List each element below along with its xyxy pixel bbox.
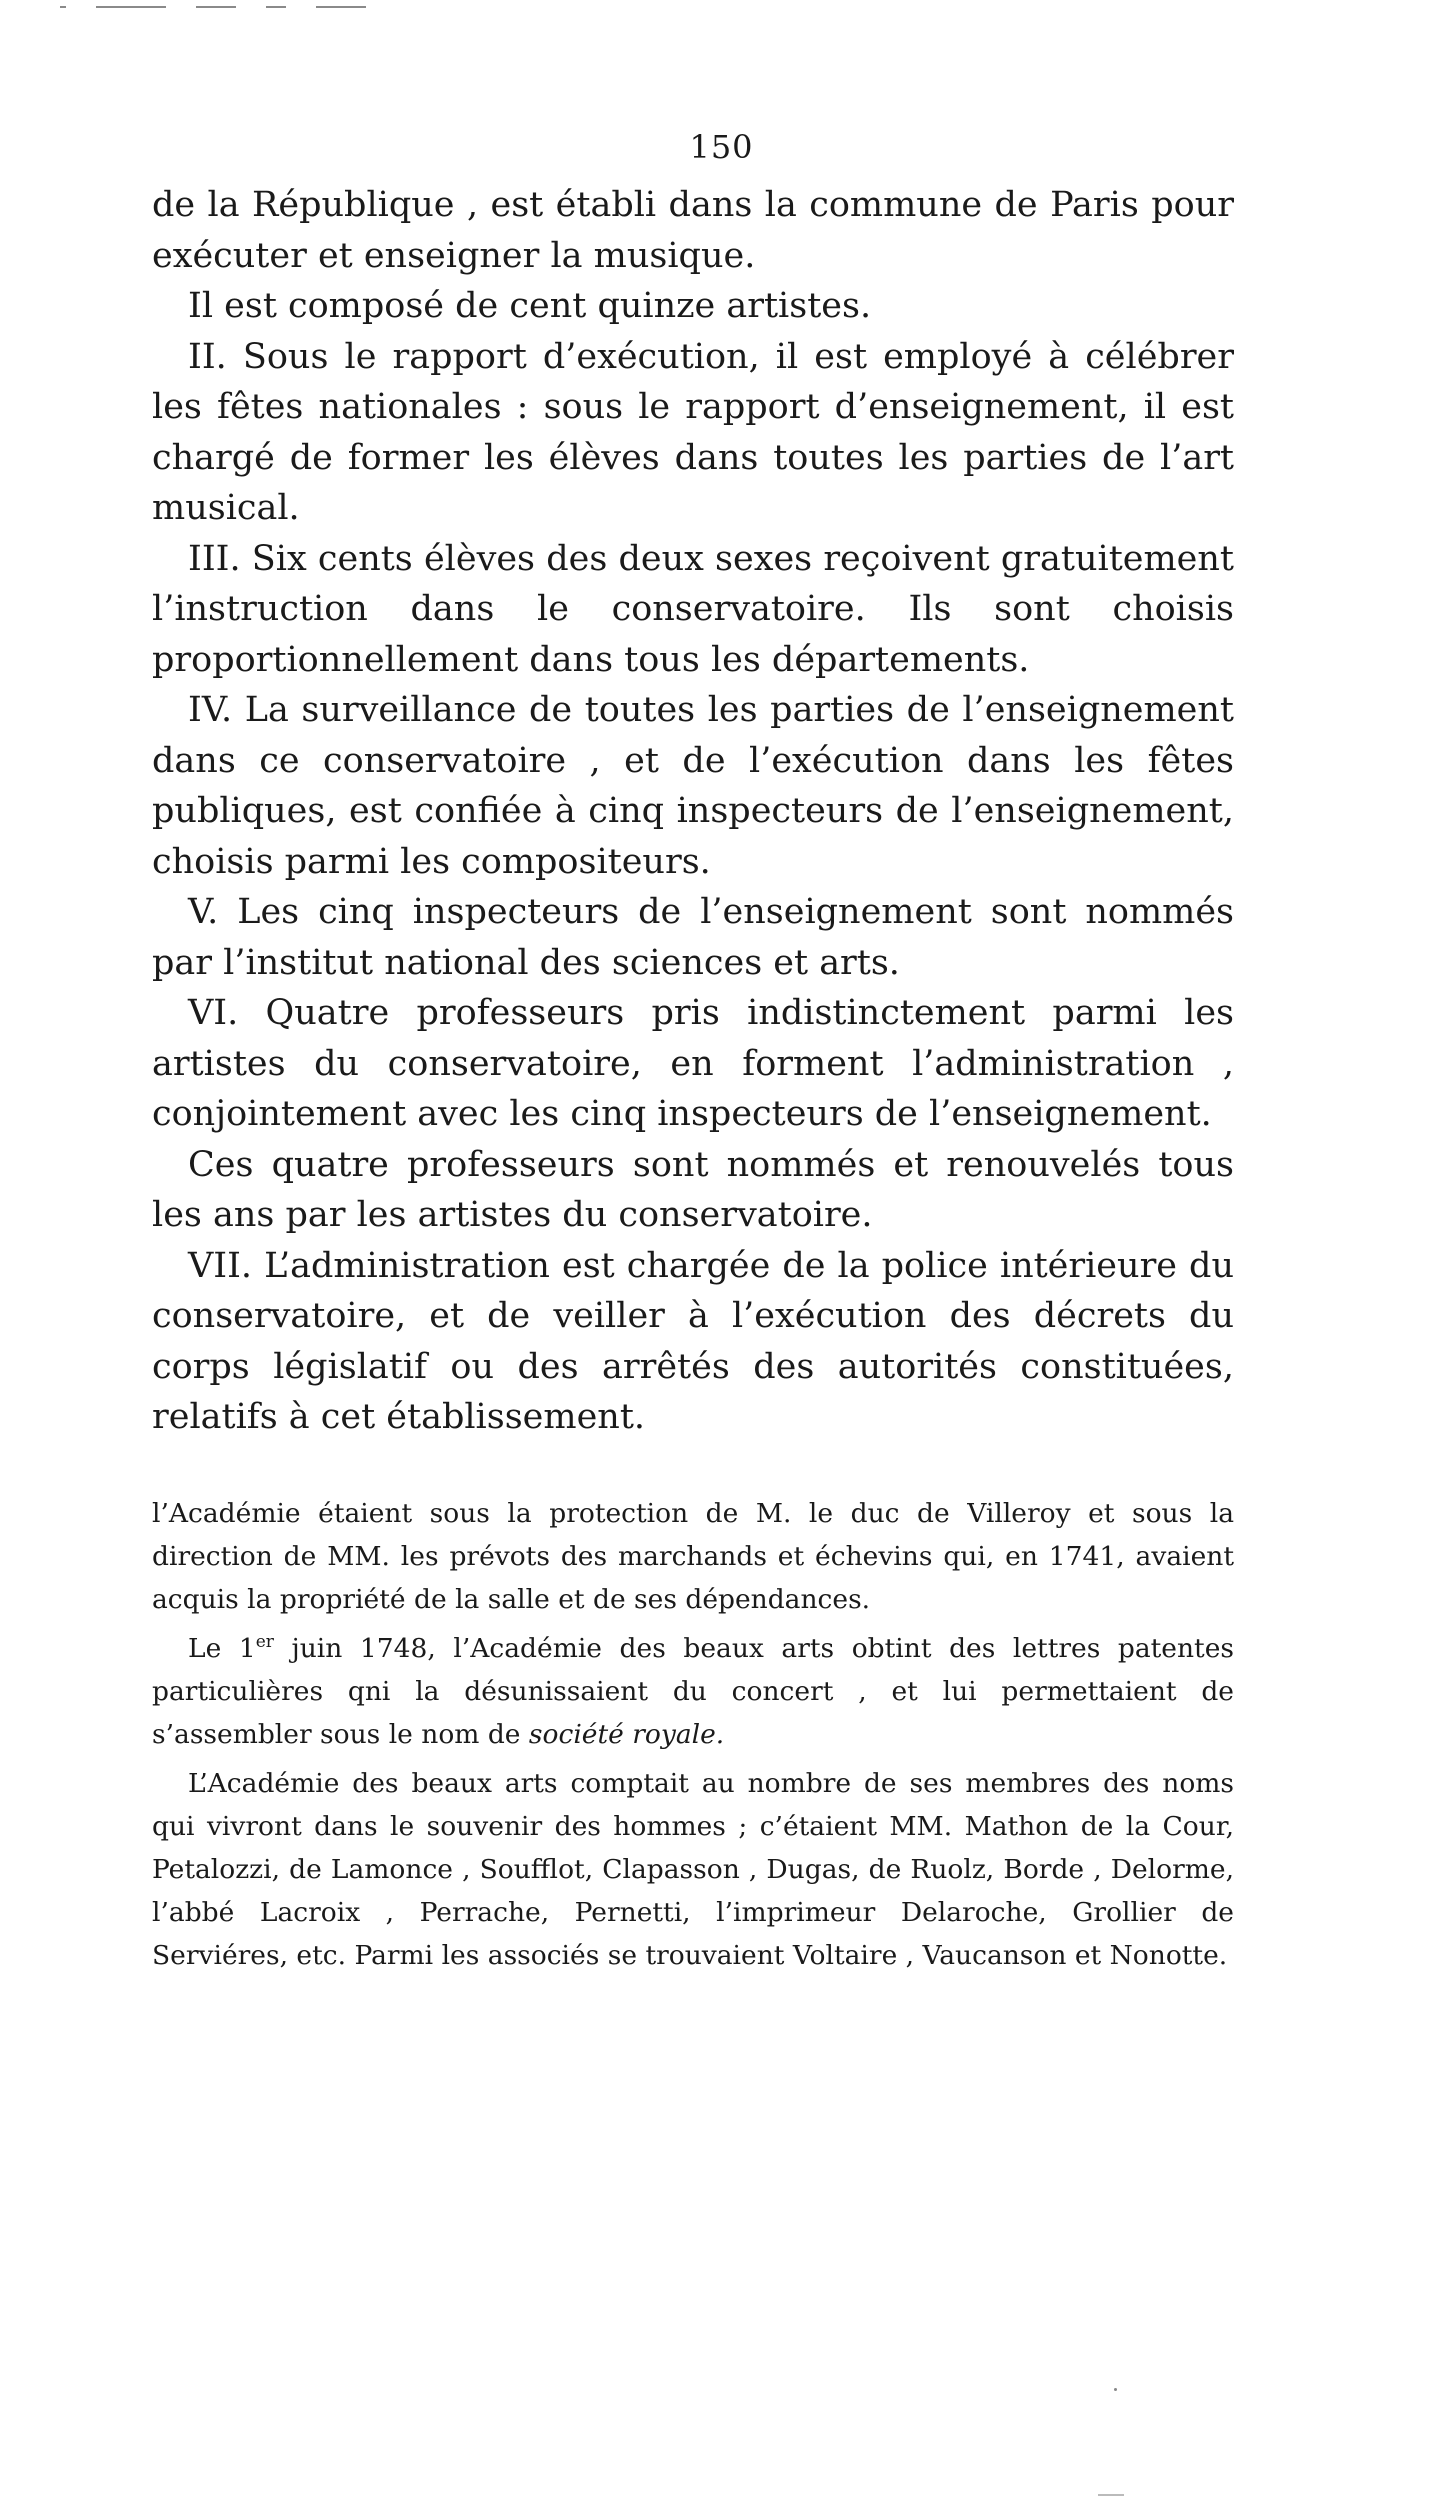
- footnote-1: l’Académie étaient sous la protection de M. le duc de Villeroy et sous la direction de MM. les prévots des marchands et échevins qui, en 1741, avaient acquis la propriété de la salle et de ses dépendances.: [152, 1498, 1234, 1615]
- article-7: VII. L’administration est chargée de la police intérieure du conservatoire, et de veiller à l’exécution des décrets du corps législatif ou des arrêtés des autorités constituées, relatifs à cet établissement.: [152, 1245, 1234, 1437]
- footnote-2-start: Le 1: [188, 1633, 256, 1664]
- article-3: III. Six cents élèves des deux sexes reçoivent gratuitement l’instruction dans le conservatoire. Ils sont choisis proportionnellement dans tous les départements.: [152, 538, 1234, 680]
- footnote-3: L’Académie des beaux arts comptait au nombre de ses membres des noms qui vivront dans le souvenir des hommes ; c’étaient MM. Mathon de la Cour, Petalozzi, de Lamonce , Soufflot, Clapasson , Dugas, de Ruolz, Borde , Delorme, l’abbé Lacroix , Perrache, Pernetti, l’imprimeur Delaroche, Grollier de Serviéres, etc. Parmi les associés se trouvaient Voltaire , Vaucanson et Nonotte.: [152, 1768, 1234, 1971]
- body-paragraph-1: de la République , est établi dans la commune de Paris pour exécuter et enseigner la musique.: [152, 185, 1234, 276]
- footnote-2-text: juin 1748, l’Académie des beaux arts obtint des lettres patentes particulières qni la désunissaient du concert , et lui permettaient de s’assembler sous le nom de: [152, 1633, 1234, 1750]
- scan-speck: [1114, 2388, 1117, 2391]
- footnote-2: [152, 1627, 1234, 1756]
- article-6: VI. Quatre professeurs pris indistinctement parmi les artistes du conservatoire, en forment l’administration , conjointement avec les cinq inspecteurs de l’enseignement.: [152, 993, 1234, 1134]
- article-5: V. Les cinq inspecteurs de l’enseignement sont nommés par l’institut national des sciences et arts.: [152, 892, 1234, 983]
- footnote-2-superscript: er: [255, 1632, 274, 1652]
- main-text: [152, 180, 1234, 1443]
- scan-marks: [60, 6, 500, 10]
- article-6-continued: Ces quatre professeurs sont nommés et renouvelés tous les ans par les artistes du conservatoire.: [152, 1144, 1234, 1235]
- article-2: II. Sous le rapport d’exécution, il est employé à célébrer les fêtes nationales : sous le rapport d’enseignement, il est chargé de former les élèves dans toutes les parties de l’art musical.: [152, 336, 1234, 528]
- article-4: IV. La surveillance de toutes les parties de l’enseignement dans ce conservatoire , et de l’exécution dans les fêtes publiques, est confiée à cinq inspecteurs de l’enseignement, choisis parmi les compositeurs.: [152, 690, 1234, 882]
- page-number: 150: [689, 128, 754, 166]
- body-paragraph-2: Il est composé de cent quinze artistes.: [188, 286, 872, 326]
- footnotes: [152, 1492, 1234, 1983]
- footnote-2-italic: société royale.: [528, 1719, 725, 1750]
- scan-speck: [1098, 2494, 1124, 2496]
